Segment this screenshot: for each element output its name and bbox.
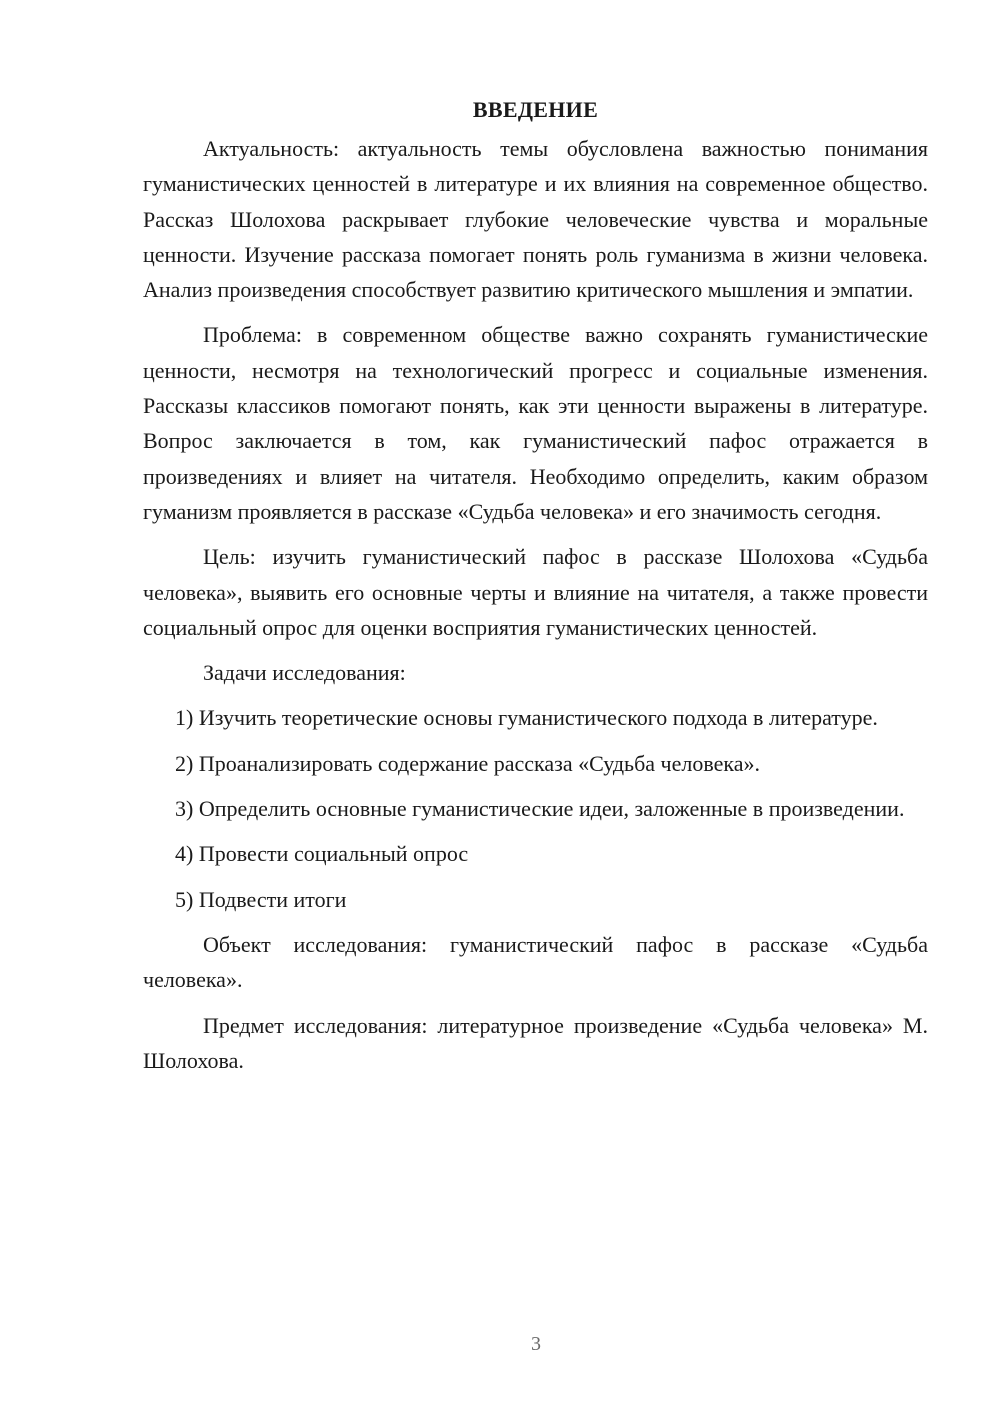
task-item-4: 4) Провести социальный опрос xyxy=(175,841,469,867)
task-item-5: 5) Подвести итоги xyxy=(175,886,347,912)
subject-paragraph: Предмет исследования: литературное произведение «Судьба человека» М. Шолохова. xyxy=(143,1012,928,1073)
document-page xyxy=(143,92,928,1078)
relevance-paragraph: Актуальность: актуальность темы обусловлена важностью понимания гуманистических ценностей в литературе и их влияния на современное общество. Рассказ Шолохова раскрывает глубокие человеческие чувства и моральные ценности. Изучение рассказа помогает понять роль гуманизма в жизни человека. Анализ произведения способствует развитию критического мышления и эмпатии. xyxy=(143,136,928,303)
object-paragraph: Объект исследования: гуманистический пафос в рассказе «Судьба человека». xyxy=(143,931,928,993)
task-item-2: 2) Проанализировать содержание рассказа «Судьба человека». xyxy=(175,750,760,776)
problem-paragraph: Проблема: в современном обществе важно сохранять гуманистические ценности, несмотря на технологический прогресс и социальные изменения. Рассказы классиков помогают понять, как эти ценности выражены в литературе. Вопрос заключается в том, как гуманистический пафос отражается в произведениях и влияет на читателя. Необходимо определить, каким образом гуманизм проявляется в рассказе «Судьба человека» и его значимость сегодня. xyxy=(143,322,928,524)
task-item-3: 3) Определить основные гуманистические идеи, заложенные в произведении. xyxy=(175,796,905,822)
tasks-title: Задачи исследования: xyxy=(203,660,406,686)
section-heading: ВВЕДЕНИЕ xyxy=(472,97,599,122)
page-number: 3 xyxy=(531,1333,541,1355)
task-item-1: 1) Изучить теоретические основы гуманистического подхода в литературе. xyxy=(175,705,878,731)
goal-paragraph: Цель: изучить гуманистический пафос в рассказе Шолохова «Судьба человека», выявить его основные черты и влияние на читателя, а также провести социальный опрос для оценки восприятия гуманистических ценностей. xyxy=(143,544,928,640)
